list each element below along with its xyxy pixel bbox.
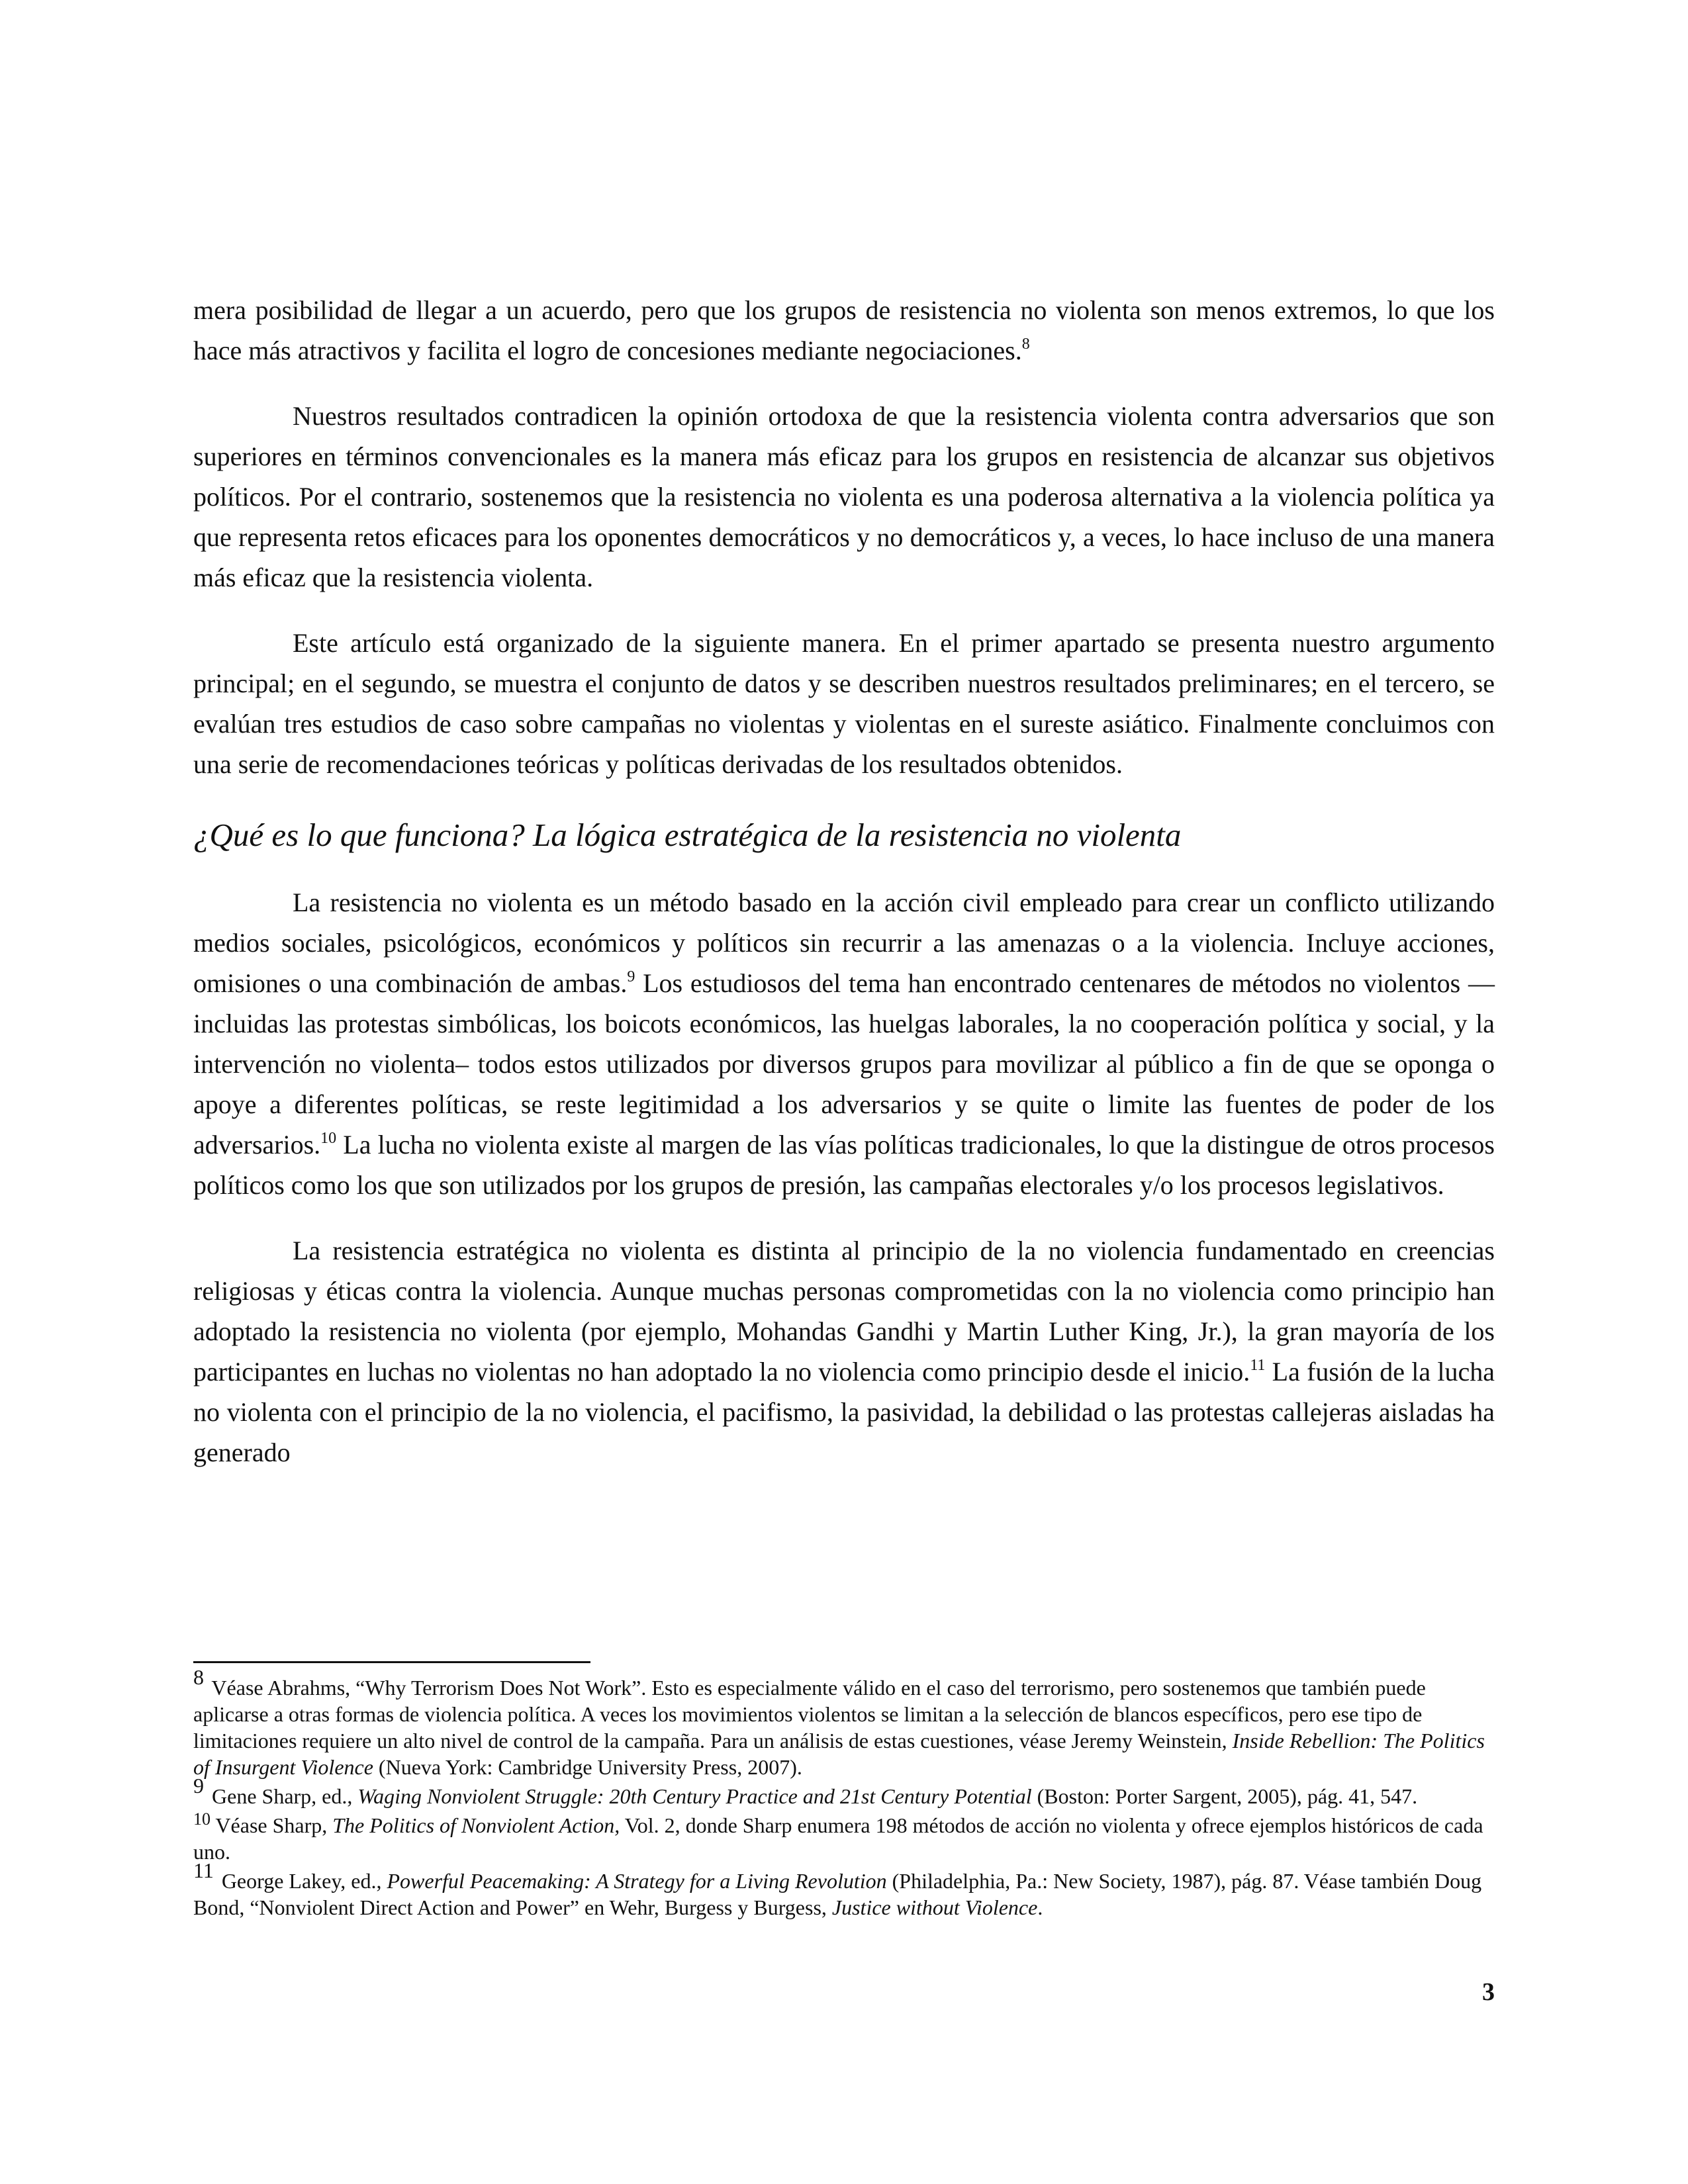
footnote-number: 11 [193, 1858, 214, 1882]
paragraph-text: Nuestros resultados contradicen la opinión ortodoxa de que la resistencia violenta contra adversarios que son superiores en términos convencionales es la manera más eficaz para los grupos en resistencia de alcanzar sus objetivos políticos. Por el contrario, sostenemos que la resistencia no violenta es una poderosa alternativa a la violencia política ya que representa retos eficaces para los oponentes democráticos y no democráticos y, a veces, lo hace incluso de una manera más eficaz que la resistencia violenta. [193, 401, 1495, 592]
footnote-divider [193, 1661, 590, 1663]
paragraph-text: La resistencia estratégica no violenta es distinta al principio de la no violencia fundamentado en creencias religiosas y éticas contra la violencia. Aunque muchas personas comprometidas con la no violencia como principio han adoptado la resistencia no violenta (por ejemplo, Mohandas Gandhi y Martin Luther King, Jr.), la gran mayoría de los participantes en luchas no violentas no han adoptado la no violencia como principio desde el inicio. [193, 1236, 1495, 1387]
footnote-text: Véase Abrahms, “Why Terrorism Does Not Work”. Esto es especialmente válido en el caso del terrorismo, pero sostenemos que también puede aplicarse a otras formas de violencia política. A veces los movimientos violentos se limitan a la selección de blancos específicos, pero ese tipo de limitaciones requiere un alto nivel de control de la campaña. Para un análisis de estas cuestiones, véase Jeremy Weinstein, [193, 1676, 1426, 1752]
paragraph-text: mera posibilidad de llegar a un acuerdo, pero que los grupos de resistencia no violenta son menos extremos, lo que los hace más atractivos y facilita el logro de concesiones mediante negociaciones. [193, 295, 1495, 365]
footnote-number: 9 [193, 1774, 204, 1797]
footnote-10 [193, 1809, 1495, 1865]
footnote-text: (Philadelphia, Pa.: New Society, 1987), pág. 87. Véase también Doug Bond, “Nonviolent Direct Action and Power” en Wehr, Burgess y Burgess, [193, 1869, 1482, 1919]
footnote-title: The Politics of Nonviolent Action, [332, 1813, 620, 1837]
paragraph-continued [193, 290, 1495, 371]
footnote-title: Justice without Violence [831, 1895, 1038, 1919]
footnote-11 [193, 1858, 1495, 1921]
footnote-ref[interactable]: 9 [627, 968, 635, 985]
paragraph-organization [193, 623, 1495, 784]
footnote-title: Inside Rebellion: The Politics of Insurgent Violence [193, 1729, 1485, 1779]
footnote-text: George Lakey, ed., [216, 1869, 387, 1893]
footnote-number: 10 [193, 1809, 211, 1829]
footnote-number: 8 [193, 1665, 204, 1689]
footnote-text: Véase Sharp, [211, 1813, 333, 1837]
paragraph-text: Este artículo está organizado de la siguiente manera. En el primer apartado se presenta nuestro argumento principal; en el segundo, se muestra el conjunto de datos y se describen nuestros resultados preliminares; en el tercero, se evalúan tres estudios de caso sobre campañas no violentas y violentas en el sureste asiático. Finalmente concluimos con una serie de recomendaciones teóricas y políticas derivadas de los resultados obtenidos. [193, 628, 1495, 779]
footnote-ref[interactable]: 8 [1021, 336, 1030, 353]
paragraph-results [193, 396, 1495, 598]
footnote-9 [193, 1774, 1495, 1809]
footnote-8 [193, 1665, 1495, 1780]
section-heading: ¿Qué es lo que funciona? La lógica estratégica de la resistencia no violenta [193, 817, 1182, 853]
body-text [193, 290, 1495, 1498]
footnote-ref[interactable]: 11 [1250, 1357, 1266, 1374]
footnotes [193, 1665, 1495, 1923]
paragraph-text: Los estudiosos del tema han encontrado centenares de métodos no violentos —incluidas las protestas simbólicas, los boicots económicos, las huelgas laborales, la no cooperación política y social, y la intervención no violenta– todos estos utilizados por diversos grupos para movilizar al público a fin de que se oponga o apoye a diferentes políticas, se reste legitimidad a los adversarios y se quite o limite las fuentes de poder de los adversarios. [193, 968, 1495, 1160]
paragraph-text: La lucha no violenta existe al margen de las vías políticas tradicionales, lo que la distingue de otros procesos políticos como los que son utilizados por los grupos de presión, las campañas electorales y/o los procesos legislativos. [193, 1130, 1495, 1200]
footnote-ref[interactable]: 10 [320, 1130, 337, 1147]
footnote-text: Gene Sharp, ed., [207, 1784, 358, 1808]
footnote-text: (Nueva York: Cambridge University Press, 2007). [373, 1755, 802, 1779]
footnote-text: Vol. 2, donde Sharp enumera 198 métodos de acción no violenta y ofrece ejemplos históricos de cada uno. [193, 1813, 1483, 1864]
footnote-title: Waging Nonviolent Struggle: 20th Century Practice and 21st Century Potential [357, 1784, 1032, 1808]
footnote-title: Powerful Peacemaking: A Strategy for a Living Revolution [387, 1869, 887, 1893]
footnote-text: . [1037, 1895, 1043, 1919]
page-number: 3 [1482, 1978, 1495, 2006]
paragraph-strategic [193, 1230, 1495, 1473]
paragraph-text: La resistencia no violenta es un método basado en la acción civil empleado para crear un conflicto utilizando medios sociales, psicológicos, económicos y políticos sin recurrir a las amenazas o a la violencia. Incluye acciones, omisiones o una combinación de ambas. [193, 887, 1495, 998]
paragraph-definition [193, 882, 1495, 1205]
footnote-text: (Boston: Porter Sargent, 2005), pág. 41, 547. [1031, 1784, 1418, 1808]
paragraph-text: La fusión de la lucha no violenta con el principio de la no violencia, el pacifismo, la pasividad, la debilidad o las protestas callejeras aisladas ha generado [193, 1357, 1495, 1467]
